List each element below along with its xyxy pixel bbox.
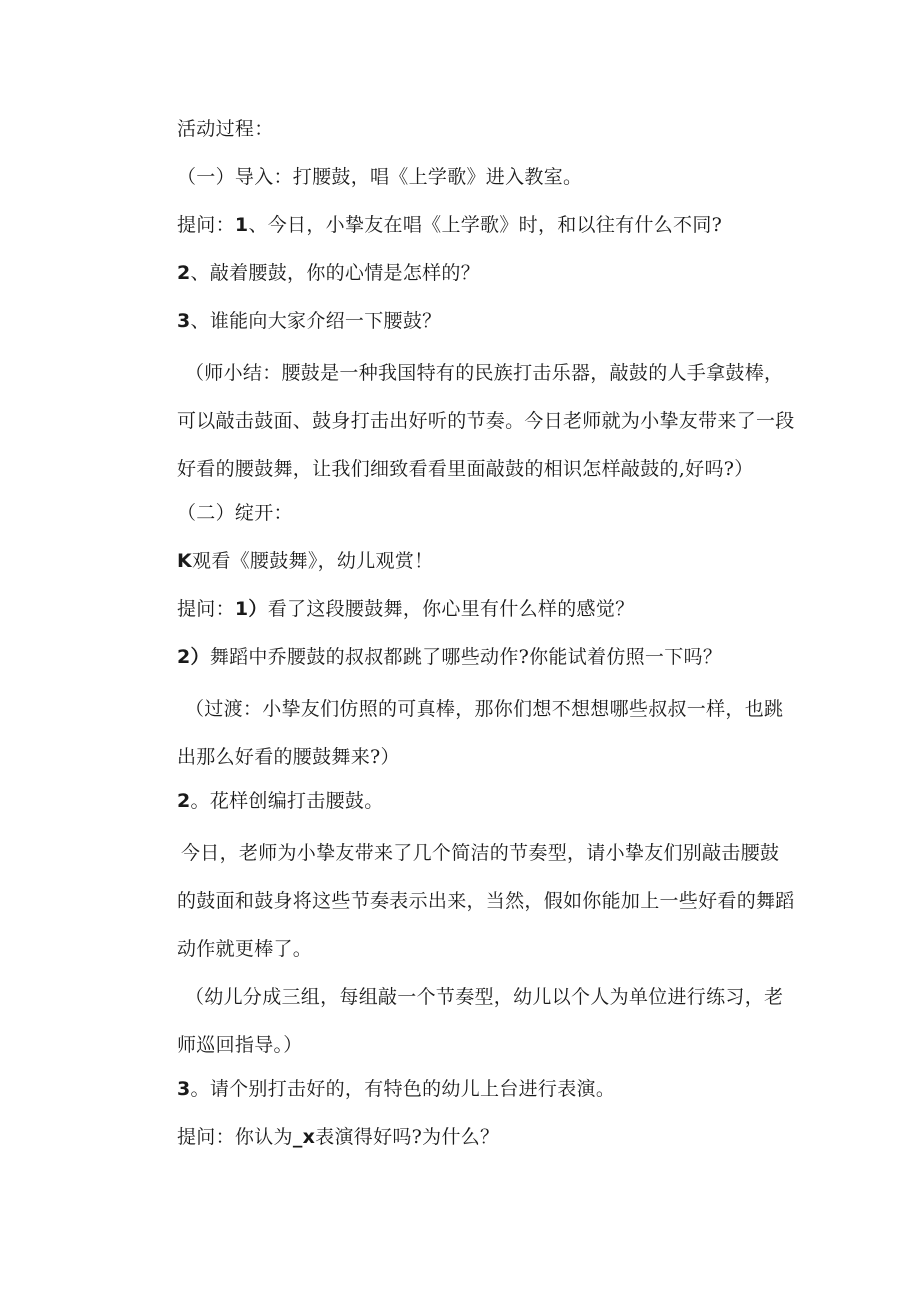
text: 舞蹈中乔腰鼓的叔叔都跳了哪些动作?你能试着仿照一下吗？	[209, 646, 723, 668]
number: 2	[177, 790, 191, 812]
text: 看了这段腰鼓舞，你心里有什么样的感觉？	[267, 598, 635, 620]
paragraph-teacher-summary	[177, 349, 797, 493]
text: （二）绽开：	[177, 502, 293, 524]
paragraph-step-2	[177, 790, 384, 812]
paragraph-step-3	[177, 1078, 615, 1100]
number: 3	[177, 1078, 191, 1100]
text: 观看《腰鼓舞》，幼儿观赏！	[192, 550, 434, 572]
paragraph-watch-dance	[177, 550, 433, 572]
text: （师小结：腰鼓是一种我国特有的民族打击乐器，敲鼓的人手拿鼓棒，可以敲击鼓面、鼓身打击出好听的节奏。今日老师就为小挚友带来了一段好看的腰鼓舞，让我们细致看看里面敲鼓的相识怎样敲鼓的,好吗?）	[177, 362, 795, 480]
text: 。请个别打击好的，有特色的幼儿上台进行表演。	[190, 1078, 616, 1100]
paragraph-question-1	[177, 214, 722, 236]
paragraph-rhythm-intro	[177, 829, 797, 973]
paragraph-final-question	[177, 1126, 499, 1148]
text: 。花样创编打击腰鼓。	[190, 790, 384, 812]
paragraph-section-two	[177, 502, 293, 524]
paragraph-question-moves	[177, 646, 722, 668]
text: 、敲着腰鼓，你的心情是怎样的？	[190, 262, 481, 284]
text: 提问：你认为	[177, 1126, 293, 1148]
placeholder: _x	[292, 1126, 316, 1148]
number: 2	[177, 262, 191, 284]
text: 提问：	[177, 598, 235, 620]
paragraph-intro	[177, 166, 582, 188]
number: 2）	[177, 646, 210, 668]
paragraph-question-3	[177, 310, 441, 332]
number: 1）	[234, 598, 268, 620]
paragraph-group-practice	[177, 973, 797, 1069]
text: 表演得好吗?为什么？	[315, 1126, 500, 1148]
paragraph-activity-process	[177, 118, 274, 140]
text: 活动过程：	[177, 118, 274, 140]
text: 今日，老师为小挚友带来了几个简洁的节奏型，请小挚友们别敲击腰鼓的鼓面和鼓身将这些节奏表示出来，当然，假如你能加上一些好看的舞蹈动作就更棒了。	[177, 842, 795, 960]
number: 3	[177, 310, 191, 332]
text: 、谁能向大家介绍一下腰鼓？	[190, 310, 442, 332]
text: 、今日，小挚友在唱《上学歌》时，和以往有什么不同?	[248, 214, 723, 236]
text: （过渡：小挚友们仿照的可真棒，那你们想不想想哪些叔叔一样，也跳出那么好看的腰鼓舞来?）	[177, 698, 784, 768]
paragraph-transition	[177, 685, 797, 781]
text: 提问：	[177, 214, 235, 236]
text: （幼儿分成三组，每组敲一个节奏型，幼儿以个人为单位进行练习，老师巡回指导。）	[177, 986, 784, 1056]
paragraph-question-2	[177, 262, 480, 284]
number: 1	[234, 214, 249, 236]
text: （一）导入：打腰鼓，唱《上学歌》进入教室。	[177, 166, 583, 188]
label: K	[177, 550, 193, 572]
paragraph-question-feeling	[177, 598, 634, 620]
